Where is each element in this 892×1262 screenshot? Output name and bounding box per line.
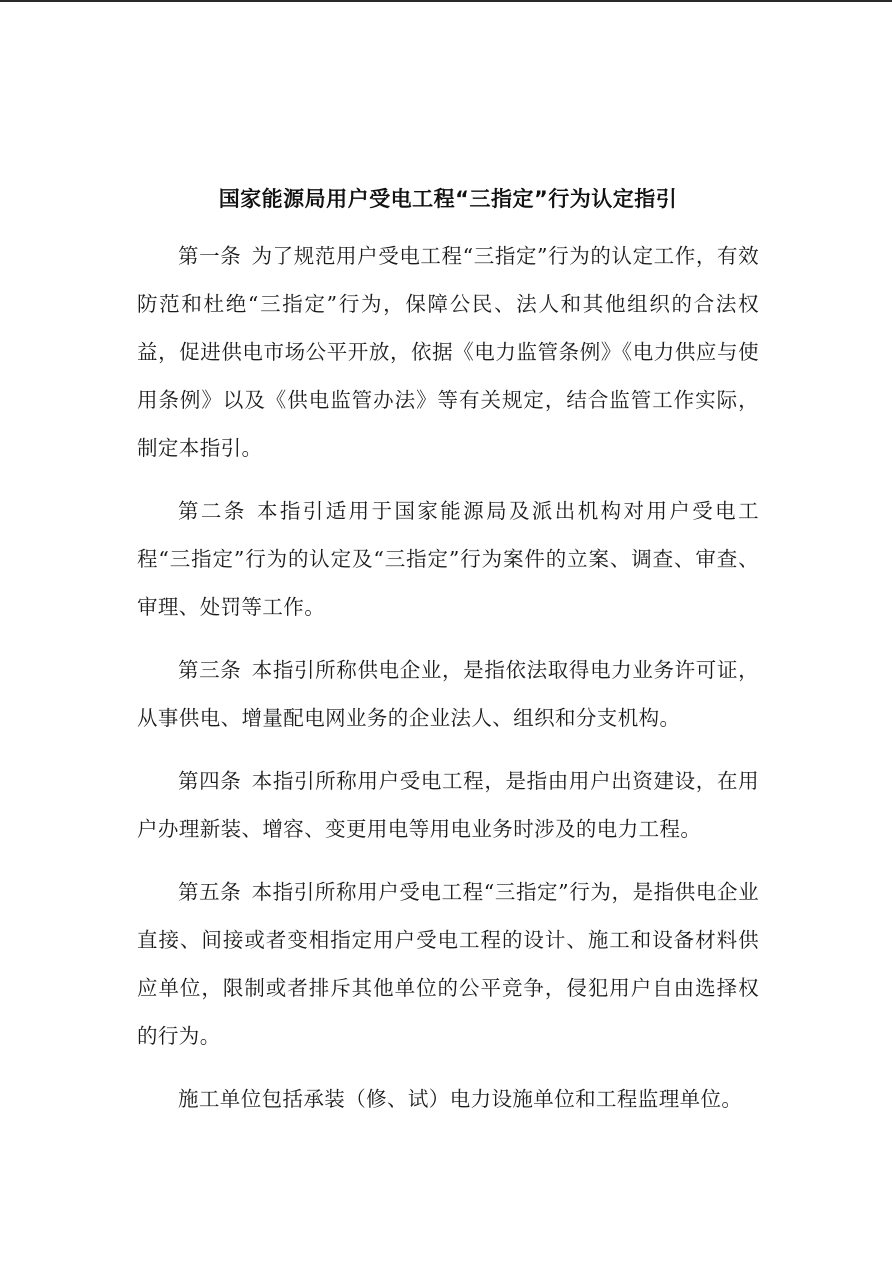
article-5-text: 本指引所称用户受电工程“三指定”行为，是指供电企业直接、间接或者变相指定用户受电工程的设计、施工和设备材料供应单位，限制或者排斥其他单位的公平竞争，侵犯用户自由选择权的行为。 xyxy=(137,880,759,1048)
article-5 xyxy=(137,868,759,1060)
article-1-label: 第一条 xyxy=(178,244,242,268)
document-page xyxy=(137,180,759,1138)
article-1 xyxy=(137,232,759,472)
article-4 xyxy=(137,757,759,853)
article-5-label: 第五条 xyxy=(178,880,242,904)
article-2-label: 第二条 xyxy=(178,499,247,523)
article-4-label: 第四条 xyxy=(178,769,242,793)
article-1-text: 为了规范用户受电工程“三指定”行为的认定工作，有效防范和杜绝“三指定”行为，保障公民、法人和其他组织的合法权益，促进供电市场公平开放，依据《电力监管条例》《电力供应与使用条例》以及《供电监管办法》等有关规定，结合监管工作实际，制定本指引。 xyxy=(137,244,759,460)
top-border-line xyxy=(0,0,892,2)
article-3 xyxy=(137,646,759,742)
article-3-label: 第三条 xyxy=(178,658,242,682)
article-4-text: 本指引所称用户受电工程，是指由用户出资建设，在用户办理新装、增容、变更用电等用电业务时涉及的电力工程。 xyxy=(137,769,759,841)
document-title: 国家能源局用户受电工程“三指定”行为认定指引 xyxy=(218,187,678,211)
article-2 xyxy=(137,487,759,631)
article-3-text: 本指引所称供电企业，是指依法取得电力业务许可证，从事供电、增量配电网业务的企业法人、组织和分支机构。 xyxy=(137,658,759,730)
closing-paragraph: 施工单位包括承装（修、试）电力设施单位和工程监理单位。 xyxy=(178,1087,743,1111)
article-2-text: 本指引适用于国家能源局及派出机构对用户受电工程“三指定”行为的认定及“三指定”行为案件的立案、调查、审查、审理、处罚等工作。 xyxy=(137,499,759,619)
